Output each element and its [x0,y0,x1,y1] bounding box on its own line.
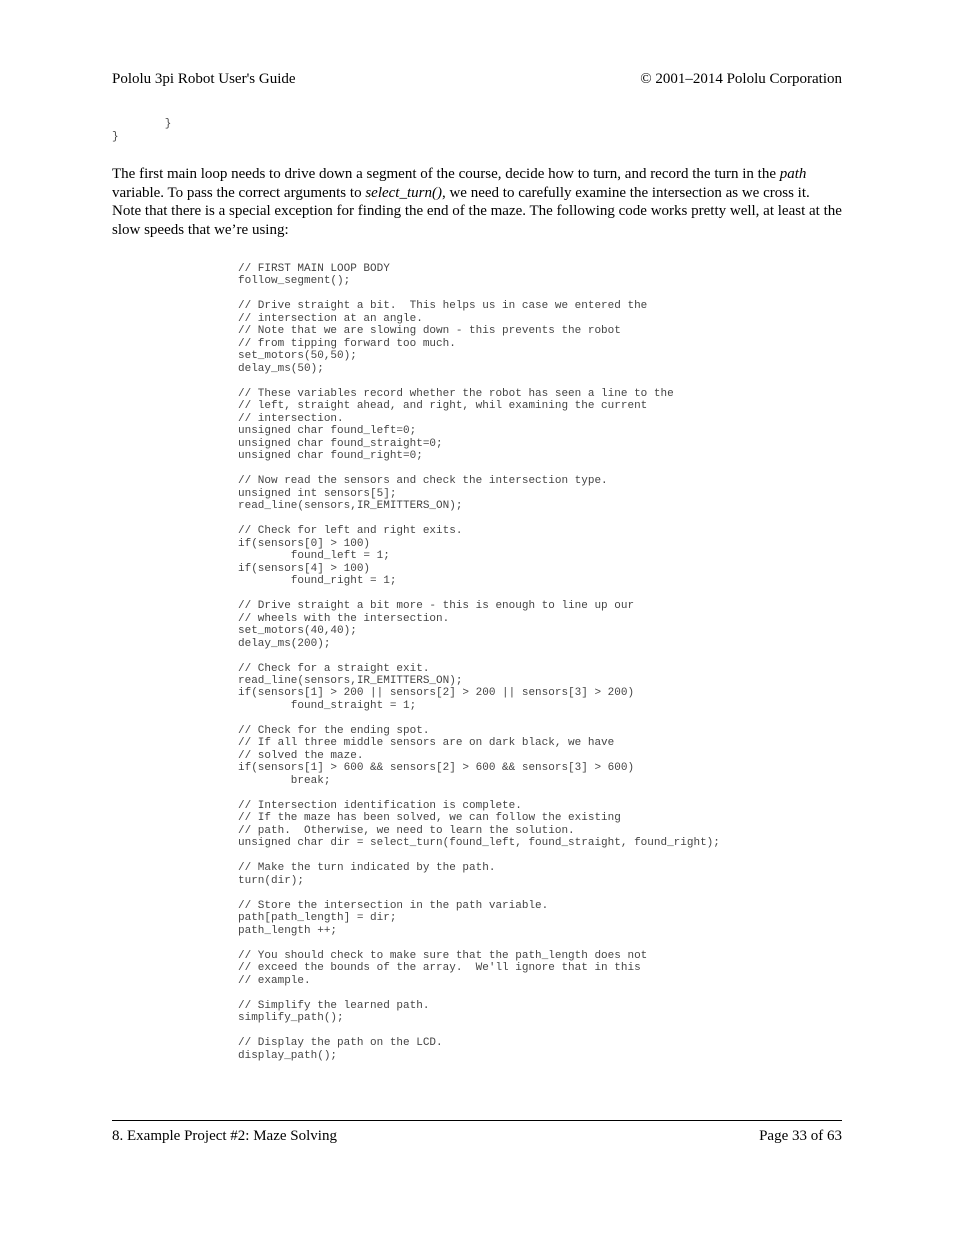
code-block-continuation: } } [112,118,172,143]
intro-text-1: The first main loop needs to drive down a segment of the course, decide how to turn, and record the turn in the [112,166,780,182]
intro-emphasis-path: path [779,166,807,182]
footer-section-title: 8. Example Project #2: Maze Solving [112,1128,337,1144]
header-title: Pololu 3pi Robot User's Guide [112,71,296,87]
code-block-main-loop: // FIRST MAIN LOOP BODY follow_segment(); // Drive straight a bit. This helps us in case we entered the // intersection at an angle. // Note that we are slowing down - this prevents the robot // from tipping forward too much. set_motors(50,50); delay_ms(50); // These variables record whether the robot has seen a line to the // left, straight ahead, and right, whil examining the current // intersection. unsigned char found_left=0; unsigned char found_straight=0; unsigned char found_right=0; // Now read the sensors and check the intersection type. unsigned int sensors[5]; read_line(sensors,IR_EMITTERS_ON); // Check for left and right exits. if(sensors[0] > 100) found_left = 1; if(sensors[4] > 100) found_right = 1; // Drive straight a bit more - this is enough to line up our // wheels with the intersection. set_motors(40,40); delay_ms(200); // Check for a straight exit. read_line(sensors,IR_EMITTERS_ON); if(sensors[1] > 200 || sensors[2] > 200 || sensors[3] > 200) found_straight = 1; // Check for the ending spot. // If all three middle sensors are on dark black, we have // solved the maze. if(sensors[1] > 600 && sensors[2] > 600 && sensors[3] > 600) break; // Intersection identification is complete. // If the maze has been solved, we can follow the existing // path. Otherwise, we need to learn the solution. unsigned char dir = select_turn(found_left, found_straight, found_right); // Make the turn indicated by the path. turn(dir); // Store the intersection in the path variable. path[path_length] = dir; path_length ++; // You should check to make sure that the path_length does not // exceed the bounds of the array. We'll ignore that in this // example. // Simplify the learned path. simplify_path(); // Display the path on the LCD. display_path(); [238,263,720,1062]
intro-text-3: , we need to carefully examine the intersection as we cross it. Note that there is a special exception for finding the end of the maze. The following code works pretty well, at least at the slow speeds that we’re using: [112,184,842,239]
footer-divider [112,1120,842,1121]
intro-emphasis-select-turn: select_turn() [365,184,442,201]
footer-page-number: Page 33 of 63 [759,1128,842,1144]
header-copyright: © 2001–2014 Pololu Corporation [640,71,842,87]
intro-paragraph [112,165,842,240]
intro-text-2: variable. To pass the correct arguments to [112,184,366,201]
